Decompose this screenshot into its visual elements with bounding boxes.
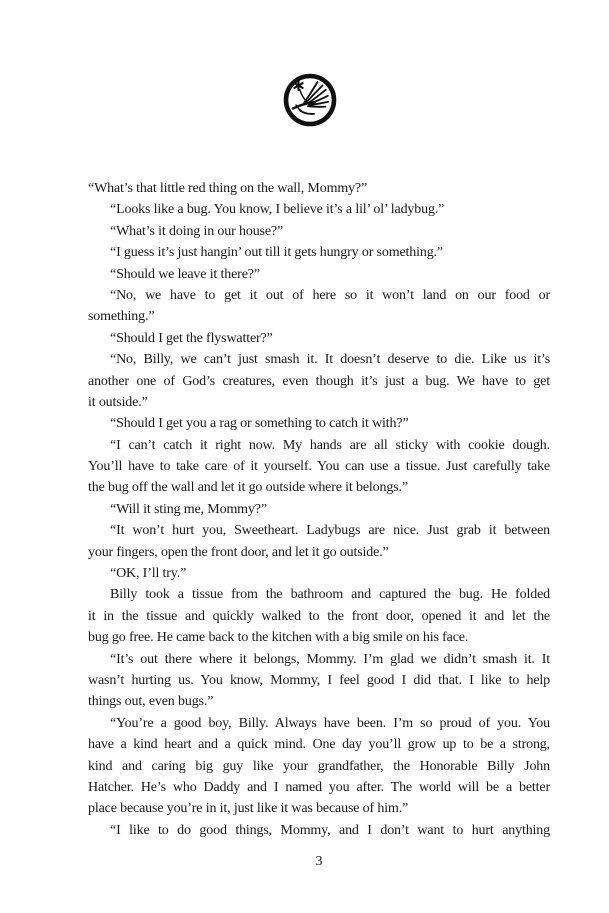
text-line: “Should I get you a rag or something to catch it with?” bbox=[110, 416, 409, 432]
page-text bbox=[88, 178, 550, 841]
text-line: “Will it sting me, Mommy?” bbox=[110, 501, 267, 517]
text-line: “I can’t catch it right now. My hands are all sticky with cookie dough. bbox=[110, 437, 550, 453]
text-line: “It won’t hurt you, Sweetheart. Ladybugs are nice. Just grab it between bbox=[110, 523, 550, 539]
text-line: “I like to do good things, Mommy, and I don’t want to hurt anything bbox=[110, 822, 550, 838]
text-line: bug go free. He came back to the kitchen with a big smile on his face. bbox=[88, 630, 469, 646]
text-line: “Should I get the flyswatter?” bbox=[110, 330, 273, 346]
text-line: have a kind heart and a quick mind. One day you’ll grow up to be a strong, bbox=[88, 737, 550, 753]
page-number: 3 bbox=[315, 854, 323, 869]
text-line: the bug off the wall and let it go outside where it belongs.” bbox=[88, 480, 408, 496]
text-line: “It’s out there where it belongs, Mommy. I’m glad we didn’t smash it. It bbox=[110, 651, 550, 667]
text-line: “Looks like a bug. You know, I believe it’s a lil’ ol’ ladybug.” bbox=[110, 202, 445, 218]
text-line: “I guess it’s just hangin’ out till it gets hungry or something.” bbox=[110, 245, 443, 261]
text-line: Billy took a tissue from the bathroom and captured the bug. He folded bbox=[110, 587, 550, 603]
text-line: things out, even bugs.” bbox=[88, 694, 214, 710]
text-line: “Should we leave it there?” bbox=[110, 266, 260, 282]
text-line: it in the tissue and quickly walked to the front door, opened it and let the bbox=[88, 608, 550, 624]
text-line: “What’s it doing in our house?” bbox=[110, 223, 284, 239]
text-line: something.” bbox=[88, 309, 155, 325]
text-line: another one of God’s creatures, even though it’s just a bug. We have to get bbox=[88, 373, 550, 389]
text-line: place because you’re in it, just like it was because of him.” bbox=[88, 801, 409, 817]
text-line: Hatcher. He’s who Daddy and I named you after. The world will be a better bbox=[88, 779, 550, 795]
floral-colophon-icon bbox=[282, 72, 338, 128]
text-line: “What’s that little red thing on the wall, Mommy?” bbox=[88, 181, 368, 196]
text-line: “You’re a good boy, Billy. Always have been. I’m so proud of you. You bbox=[110, 715, 550, 731]
text-line: kind and caring big guy like your grandfather, the Honorable Billy John bbox=[88, 758, 550, 774]
text-line: “OK, I’ll try.” bbox=[110, 566, 187, 582]
text-line: You’ll have to take care of it yourself. You can use a tissue. Just carefully take bbox=[88, 459, 550, 475]
text-line: it outside.” bbox=[88, 394, 148, 410]
text-line: your fingers, open the front door, and let it go outside.” bbox=[88, 544, 389, 560]
text-line: “No, Billy, we can’t just smash it. It doesn’t deserve to die. Like us it’s bbox=[110, 352, 550, 368]
text-line: wasn’t hurting us. You know, Mommy, I feel good I did that. I like to help bbox=[88, 672, 550, 688]
text-line: “No, we have to get it out of here so it won’t land on our food or bbox=[110, 287, 550, 303]
